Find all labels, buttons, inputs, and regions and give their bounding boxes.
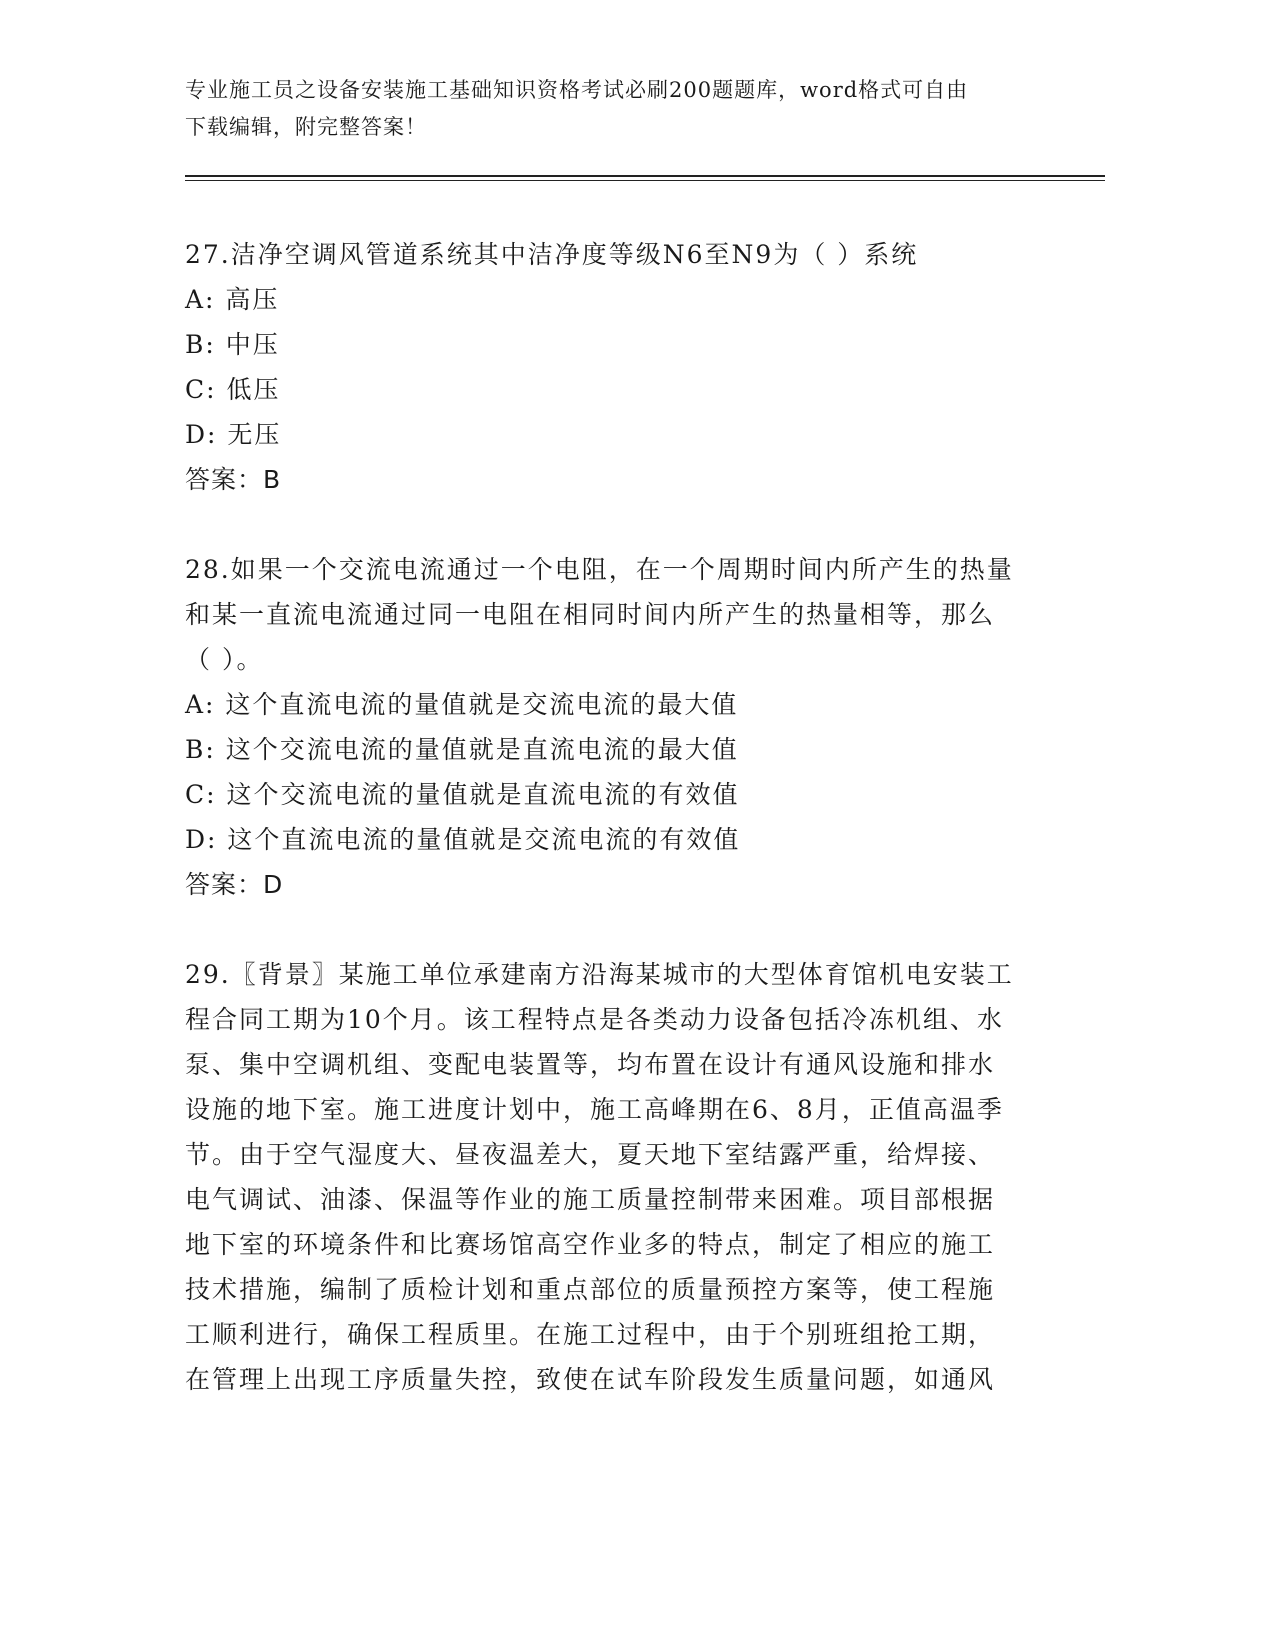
- question-stem-line: （ ）。: [185, 645, 264, 674]
- question-text-line: 在管理上出现工序质量失控，致使在试车阶段发生质量问题，如通风: [185, 1365, 996, 1394]
- question-text-line: 节。由于空气湿度大、昼夜温差大，夏天地下室结露严重，给焊接、: [185, 1140, 996, 1169]
- header-divider-thin: [185, 180, 1105, 181]
- option-d: D: 这个直流电流的量值就是交流电流的有效值: [185, 825, 741, 854]
- option-a: A: 高压: [185, 285, 280, 314]
- question-text-line: 设施的地下室。施工进度计划中，施工高峰期在6、8月，正值高温季: [185, 1095, 1004, 1124]
- question-list: [185, 232, 1065, 1402]
- question-29: [185, 952, 1065, 1402]
- question-text-line: 技术措施，编制了质检计划和重点部位的质量预控方案等，使工程施: [185, 1275, 996, 1304]
- question-text-line: 电气调试、油漆、保温等作业的施工质量控制带来困难。项目部根据: [185, 1185, 996, 1214]
- question-stem-line: 和某一直流电流通过同一电阻在相同时间内所产生的热量相等，那么: [185, 600, 996, 629]
- option-b: B: 中压: [185, 330, 280, 359]
- question-text-line: 泵、集中空调机组、变配电装置等，均布置在设计有通风设施和排水: [185, 1050, 996, 1079]
- option-c: C: 低压: [185, 375, 281, 404]
- question-27: [185, 232, 1065, 502]
- question-text-line: 工顺利进行，确保工程质里。在施工过程中，由于个别班组抢工期，: [185, 1320, 996, 1349]
- header-line: 专业施工员之设备安装施工基础知识资格考试必刷200题题库，word格式可自由: [185, 78, 969, 102]
- question-28: [185, 547, 1065, 907]
- header-line: 下载编辑，附完整答案！: [185, 115, 427, 139]
- header-divider-thick: [185, 175, 1105, 177]
- question-stem-line: 28.如果一个交流电流通过一个电阻，在一个周期时间内所产生的热量: [185, 555, 1014, 584]
- question-text-line: 29.〖背景〗某施工单位承建南方沿海某城市的大型体育馆机电安装工: [185, 960, 1014, 989]
- question-text-line: 地下室的环境条件和比赛场馆高空作业多的特点，制定了相应的施工: [185, 1230, 996, 1259]
- option-d: D: 无压: [185, 420, 282, 449]
- question-stem: 27.洁净空调风管道系统其中洁净度等级N6至N9为（ ）系统: [185, 240, 919, 269]
- option-b: B: 这个交流电流的量值就是直流电流的最大值: [185, 735, 739, 764]
- answer-label: 答案：B: [185, 465, 282, 494]
- option-c: C: 这个交流电流的量值就是直流电流的有效值: [185, 780, 740, 809]
- answer-label: 答案：D: [185, 870, 284, 899]
- document-header: [185, 72, 1065, 146]
- option-a: A: 这个直流电流的量值就是交流电流的最大值: [185, 690, 739, 719]
- question-text-line: 程合同工期为10个月。该工程特点是各类动力设备包括冷冻机组、水: [185, 1005, 1004, 1034]
